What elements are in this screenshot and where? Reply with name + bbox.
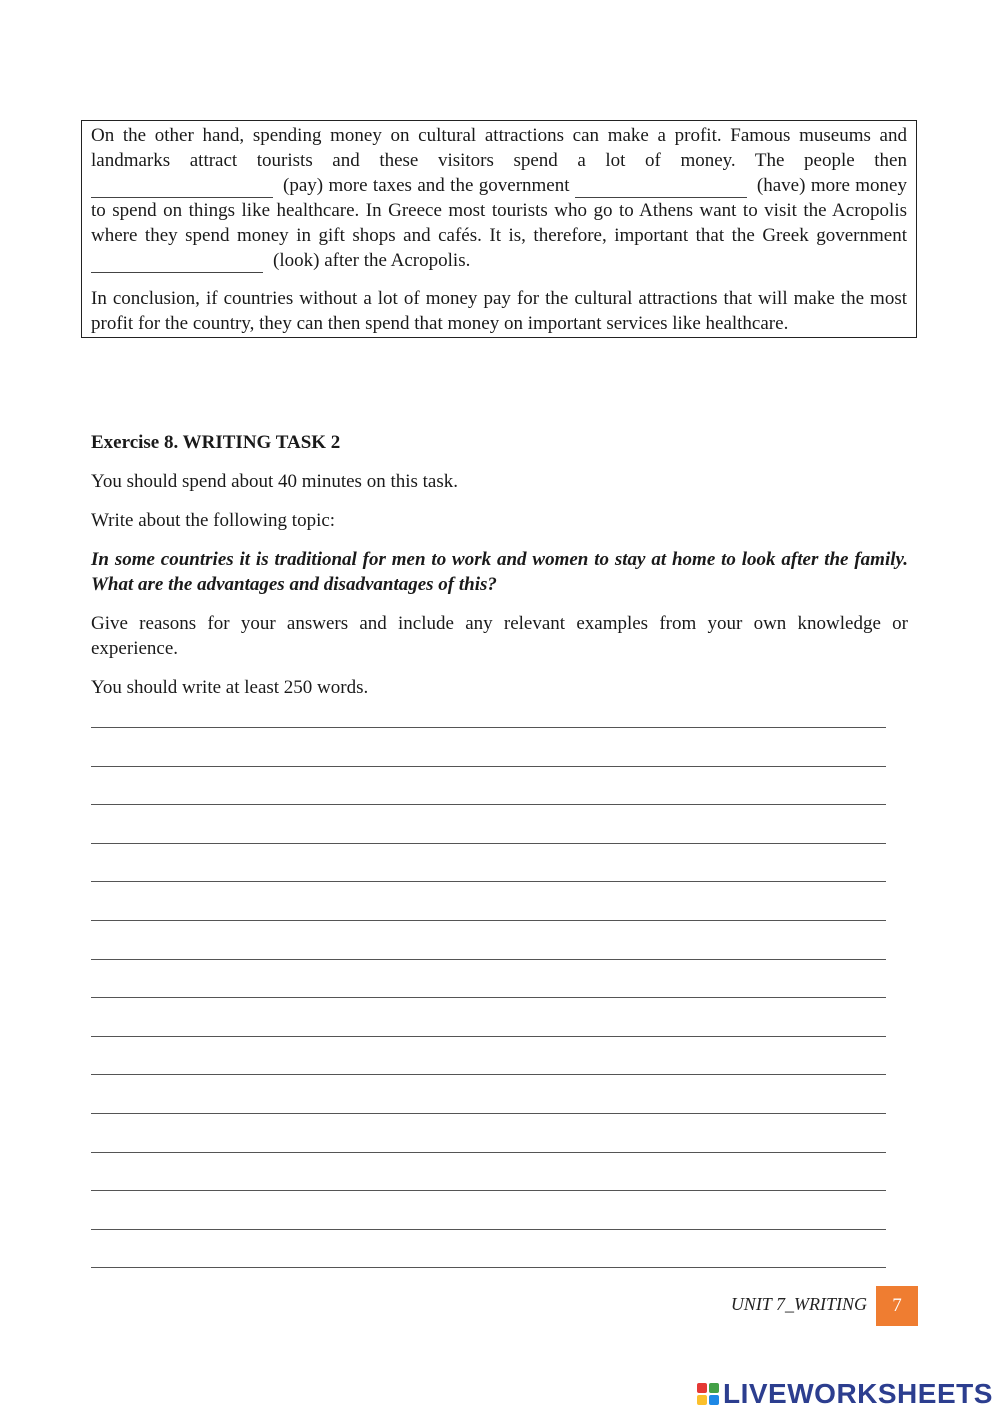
blank-input-2[interactable] — [575, 176, 747, 198]
answer-line-input[interactable] — [91, 1163, 886, 1191]
page-number-badge: 7 — [876, 1286, 918, 1326]
answer-line-input[interactable] — [91, 1202, 886, 1230]
answer-line-input[interactable] — [91, 1240, 886, 1268]
answer-line-input[interactable] — [91, 700, 886, 728]
answer-line-input[interactable] — [91, 893, 886, 921]
unit-label: UNIT 7_WRITING — [730, 1294, 867, 1314]
blank-input-3[interactable] — [91, 251, 263, 273]
verb-hint-pay: (pay) — [283, 175, 324, 196]
verb-hint-look: (look) — [273, 250, 320, 271]
answer-line-input[interactable] — [91, 932, 886, 960]
exercise-section — [91, 430, 908, 700]
logo-icon — [697, 1383, 719, 1405]
reasons-note: Give reasons for your answers and include any relevant examples from your own knowledge or experience. — [91, 613, 908, 659]
reading-paragraph-1 — [91, 123, 907, 273]
writing-topic: In some countries it is traditional for men to work and women to stay at home to look after the family. What are the advantages and disadvantages of this? — [91, 549, 908, 595]
verb-hint-have: (have) — [756, 175, 806, 196]
answer-line-input[interactable] — [91, 1125, 886, 1153]
instruction-text: Write about the following topic: — [91, 510, 336, 531]
reading-paragraph-2: In conclusion, if countries without a lot of money pay for the cultural attractions that will make the most profit for the country, they can then spend that money on important services like healthcare. — [91, 288, 907, 334]
answer-line-input[interactable] — [91, 1086, 886, 1114]
reading-passage-box — [81, 120, 917, 338]
answer-line-input[interactable] — [91, 816, 886, 844]
reading-text-1d: after the Acropolis. — [319, 250, 471, 271]
answer-line-input[interactable] — [91, 777, 886, 805]
reading-text-1b: more taxes and the government — [323, 175, 575, 196]
answer-line-input[interactable] — [91, 1009, 886, 1037]
time-note: You should spend about 40 minutes on this task. — [91, 471, 459, 492]
answer-line-input[interactable] — [91, 970, 886, 998]
brand-name: LIVEWORKSHEETS — [723, 1378, 993, 1409]
answer-line-input[interactable] — [91, 1047, 886, 1075]
reading-text-1c: more money to spend on things like healthcare. In Greece most tourists who go to Athens want to visit the Acropolis where they spend money in gift shops and cafés. It is, therefore, important that the Greek government — [91, 175, 907, 246]
liveworksheets-logo — [697, 1378, 993, 1410]
exercise-title: Exercise 8. WRITING TASK 2 — [91, 432, 341, 453]
reading-text-1a: On the other hand, spending money on cultural attractions can make a profit. Famous museums and landmarks attract tourists and these visitors spend a lot of money. The people then — [91, 125, 907, 171]
blank-input-1[interactable] — [91, 176, 273, 198]
answer-line-input[interactable] — [91, 854, 886, 882]
answer-line-input[interactable] — [91, 739, 886, 767]
word-count-note: You should write at least 250 words. — [91, 677, 369, 698]
